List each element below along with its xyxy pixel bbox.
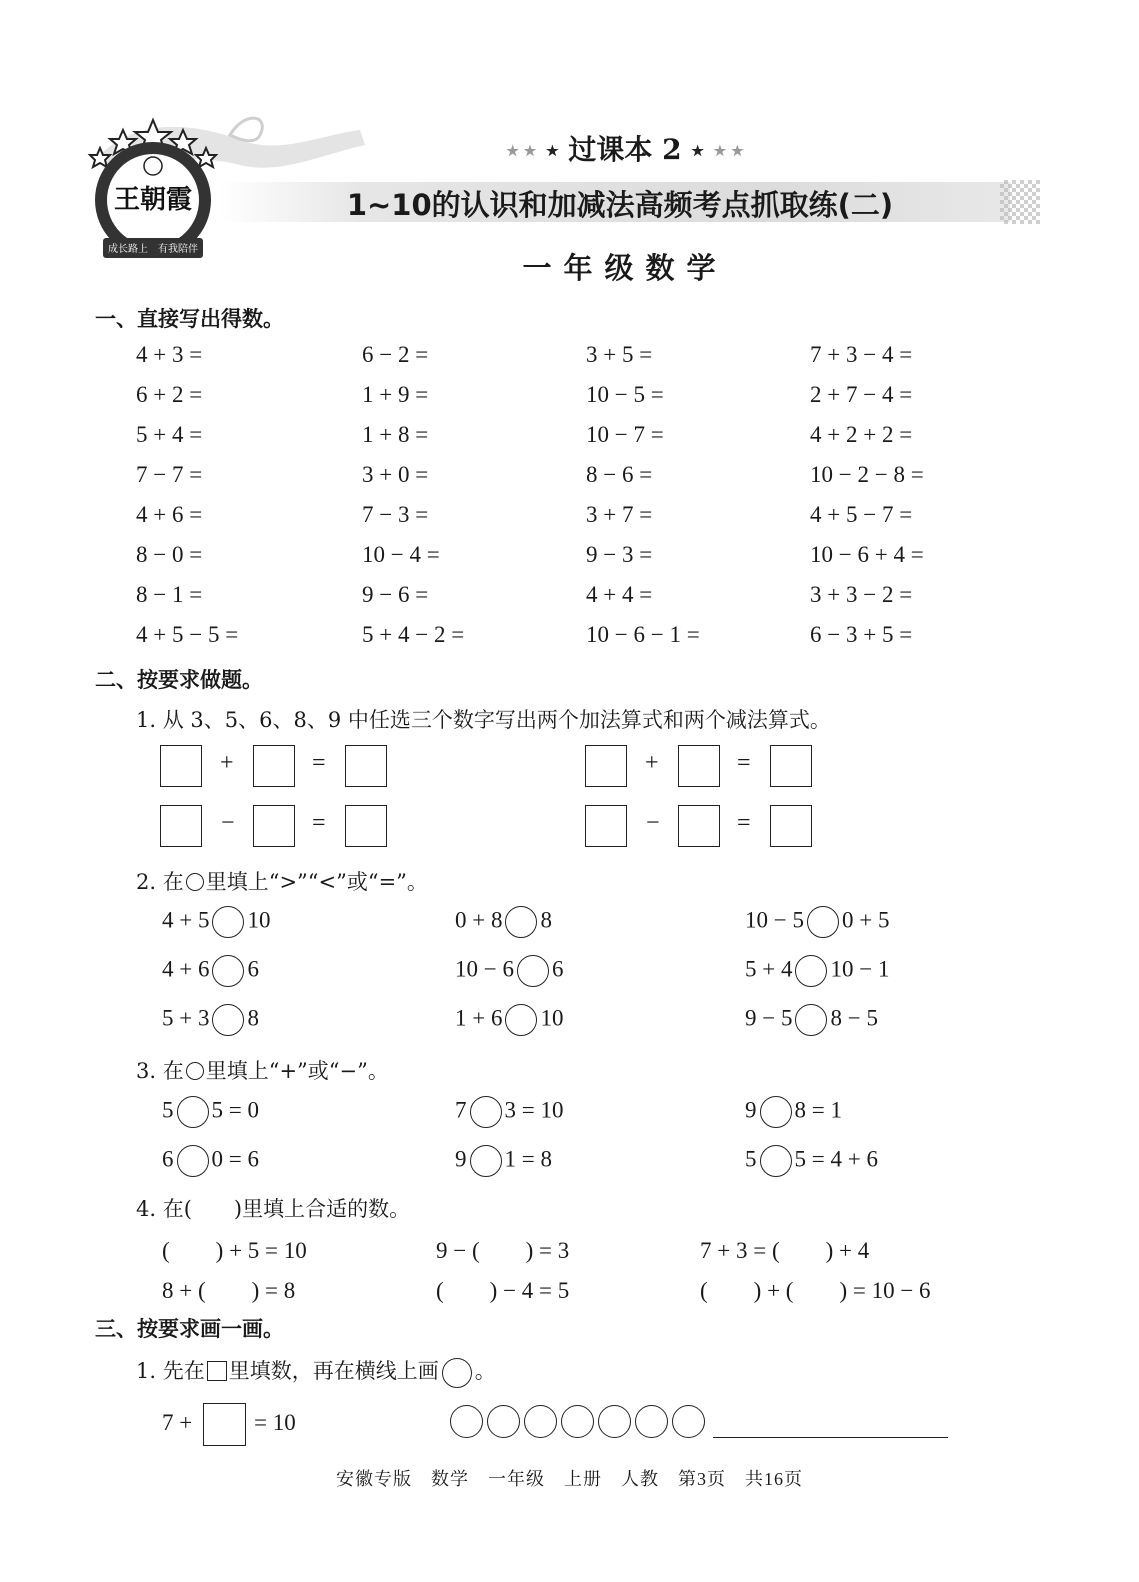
equals-sign: = — [737, 750, 751, 776]
minus-sign: − — [646, 810, 660, 836]
answer-circle[interactable] — [760, 1145, 792, 1177]
s3-q1-before: 1. 先在 — [136, 1359, 205, 1383]
equation: 5 + 4 = — [136, 422, 203, 447]
equation: 10 − 7 = — [586, 422, 664, 447]
equation: 10 − 4 = — [362, 542, 440, 567]
answer-box[interactable] — [770, 745, 812, 787]
compare-left: 1 + 6 — [455, 1005, 503, 1031]
compare-left: 5 + 4 — [745, 956, 793, 982]
equation: 10 − 6 + 4 = — [810, 542, 924, 567]
banner-checker-pattern — [1000, 180, 1040, 224]
s3-q1-after: 。 — [474, 1359, 496, 1383]
operator-right: 0 = 6 — [211, 1146, 259, 1172]
compare-right: 10 — [247, 907, 271, 933]
compare-left: 9 − 5 — [745, 1005, 793, 1031]
answer-circle[interactable] — [470, 1096, 502, 1128]
drawn-circle — [598, 1405, 631, 1438]
decor-stars-left: ★ ★ — [506, 143, 537, 160]
section3-title: 三、按要求画一画。 — [95, 1317, 284, 1341]
equation: 9 − 6 = — [362, 582, 429, 607]
compare-right: 10 − 1 — [830, 956, 890, 982]
equation: 8 − 6 = — [586, 462, 653, 487]
answer-circle[interactable] — [177, 1145, 209, 1177]
svg-text:成长路上: 成长路上 — [108, 244, 148, 255]
answer-circle[interactable] — [807, 906, 839, 938]
equation: 10 − 5 = — [586, 382, 664, 407]
operator-right: 5 = 4 + 6 — [794, 1146, 878, 1172]
equals-sign: = — [312, 750, 326, 776]
equation: 7 + 3 − 4 = — [810, 342, 913, 367]
drawn-circle — [487, 1405, 520, 1438]
compare-right: 8 — [540, 907, 552, 933]
circle-icon — [186, 873, 204, 891]
equation: 4 + 3 = — [136, 342, 203, 367]
answer-circle[interactable] — [795, 955, 827, 987]
section1-title: 一、直接写出得数。 — [95, 307, 284, 331]
compare-left: 0 + 8 — [455, 907, 503, 933]
q2-text — [136, 866, 428, 896]
circle-icon — [186, 1062, 204, 1080]
equation: 5 + 4 − 2 = — [362, 622, 465, 647]
compare-left: 10 − 6 — [455, 956, 514, 982]
answer-circle[interactable] — [505, 906, 537, 938]
answer-box[interactable] — [253, 745, 295, 787]
circle-row — [450, 1405, 709, 1438]
equation: 6 + 2 = — [136, 382, 203, 407]
compare-right: 6 — [247, 956, 259, 982]
operator-right: 1 = 8 — [504, 1146, 552, 1172]
drawn-circle — [524, 1405, 557, 1438]
operator-item — [162, 1096, 259, 1128]
answer-circle[interactable] — [212, 955, 244, 987]
compare-left: 4 + 6 — [162, 956, 210, 982]
plus-sign: + — [645, 750, 659, 776]
equation: 6 − 3 + 5 = — [810, 622, 913, 647]
fill-in-item[interactable]: 8 + ( ) = 8 — [162, 1278, 296, 1303]
answer-circle[interactable] — [212, 1004, 244, 1036]
compare-right: 6 — [551, 956, 564, 982]
equation: 7 − 7 = — [136, 462, 203, 487]
q2-text-after: 里填上“>”“<”或“=”。 — [205, 870, 428, 894]
equals-sign: = — [312, 810, 326, 836]
q3-text-before: 3. 在 — [136, 1059, 184, 1083]
s3-q1-text — [136, 1355, 496, 1388]
operator-left: 5 — [162, 1097, 174, 1123]
equation: 4 + 5 − 7 = — [810, 502, 913, 527]
operator-item — [455, 1096, 563, 1128]
fill-in-item[interactable]: 7 + 3 = ( ) + 4 — [700, 1238, 870, 1263]
answer-circle[interactable] — [505, 1004, 537, 1036]
fill-in-item[interactable]: ( ) + 5 = 10 — [162, 1238, 307, 1263]
answer-circle[interactable] — [212, 906, 244, 938]
answer-circle[interactable] — [470, 1145, 502, 1177]
answer-box[interactable] — [585, 745, 627, 787]
q3-text — [136, 1055, 389, 1085]
answer-box[interactable] — [160, 805, 202, 847]
compare-item — [455, 906, 552, 938]
answer-circle[interactable] — [760, 1096, 792, 1128]
answer-box[interactable] — [253, 805, 295, 847]
compare-right: 8 − 5 — [830, 1005, 878, 1031]
minus-sign: − — [221, 810, 235, 836]
s3-eq-right: = 10 — [254, 1410, 296, 1435]
answer-box[interactable] — [203, 1403, 246, 1446]
equation: 4 + 5 − 5 = — [136, 622, 239, 647]
operator-right: 5 = 0 — [211, 1097, 259, 1123]
compare-item — [745, 906, 889, 938]
subject-title: 一年级数学 — [522, 251, 728, 285]
answer-box[interactable] — [345, 745, 387, 787]
drawn-circle — [672, 1405, 705, 1438]
operator-left: 7 — [455, 1097, 467, 1123]
equation: 3 + 7 = — [586, 502, 653, 527]
operator-right: 3 = 10 — [504, 1097, 564, 1123]
compare-item — [162, 906, 270, 938]
answer-circle[interactable] — [177, 1096, 209, 1128]
publisher-logo — [78, 100, 228, 270]
fill-in-item[interactable]: ( ) − 4 = 5 — [436, 1278, 570, 1303]
compare-item — [745, 1004, 878, 1036]
q3-text-after: 里填上“+”或“−”。 — [205, 1059, 389, 1083]
equation: 4 + 4 = — [586, 582, 653, 607]
compare-item — [162, 1004, 259, 1036]
equation: 3 + 3 − 2 = — [810, 582, 913, 607]
equation: 1 + 8 = — [362, 422, 429, 447]
equation: 10 − 6 − 1 = — [586, 622, 700, 647]
operator-left: 6 — [162, 1146, 174, 1172]
compare-left: 5 + 3 — [162, 1005, 210, 1031]
fill-in-item[interactable]: ( ) + ( ) = 10 − 6 — [700, 1278, 931, 1303]
drawing-line[interactable] — [713, 1437, 948, 1438]
equation: 8 − 1 = — [136, 582, 203, 607]
answer-box[interactable] — [160, 745, 202, 787]
answer-box[interactable] — [770, 805, 812, 847]
equation: 10 − 2 − 8 = — [810, 462, 924, 487]
plus-sign: + — [220, 750, 234, 776]
compare-item — [455, 1004, 563, 1036]
circle-icon — [442, 1358, 472, 1388]
operator-right: 8 = 1 — [794, 1097, 842, 1123]
equation: 3 + 0 = — [362, 462, 429, 487]
main-title: 1~10的认识和加减法高频考点抓取练(二) — [346, 188, 894, 222]
compare-right: 0 + 5 — [841, 907, 890, 933]
operator-left: 5 — [745, 1146, 757, 1172]
equation: 4 + 2 + 2 = — [810, 422, 913, 447]
page-footer: 安徽专版 数学 一年级 上册 人教 第3页 共16页 — [336, 1469, 803, 1489]
compare-item — [455, 955, 563, 987]
s3-eq-left: 7 + — [162, 1410, 193, 1435]
compare-right: 10 — [540, 1005, 564, 1031]
operator-left: 9 — [455, 1146, 467, 1172]
equation: 3 + 5 = — [586, 342, 653, 367]
equation: 2 + 7 − 4 = — [810, 382, 913, 407]
drawn-circle — [635, 1405, 668, 1438]
drawn-circle — [561, 1405, 594, 1438]
decor-star-right: ★ — [691, 143, 704, 160]
equation: 4 + 6 = — [136, 502, 203, 527]
compare-item — [162, 955, 259, 987]
answer-box[interactable] — [678, 745, 720, 787]
equation: 9 − 3 = — [586, 542, 653, 567]
answer-box[interactable] — [345, 805, 387, 847]
s3-q1-mid: 里填数，再在横线上画 — [228, 1359, 439, 1383]
operator-item — [745, 1145, 878, 1177]
equation: 8 − 0 = — [136, 542, 203, 567]
operator-item — [455, 1145, 552, 1177]
answer-box[interactable] — [585, 805, 627, 847]
answer-circle[interactable] — [795, 1004, 827, 1036]
compare-left: 4 + 5 — [162, 907, 210, 933]
compare-item — [745, 955, 889, 987]
svg-text:王朝霞: 王朝霞 — [113, 185, 193, 215]
equation: 6 − 2 = — [362, 342, 429, 367]
section2-title: 二、按要求做题。 — [95, 668, 263, 692]
compare-left: 10 − 5 — [745, 907, 804, 933]
fill-in-item[interactable]: 9 − ( ) = 3 — [436, 1238, 570, 1263]
q1-text: 1. 从 3、5、6、8、9 中任选三个数字写出两个加法算式和两个减法算式。 — [136, 708, 831, 732]
decor-star-left: ★ — [546, 143, 559, 160]
equation: 7 − 3 = — [362, 502, 429, 527]
equals-sign: = — [737, 810, 751, 836]
square-icon — [207, 1361, 227, 1381]
q4-text: 4. 在( )里填上合适的数。 — [136, 1197, 411, 1221]
series-label — [490, 128, 760, 168]
answer-circle[interactable] — [517, 955, 549, 987]
compare-right: 8 — [247, 1005, 259, 1031]
q2-text-before: 2. 在 — [136, 870, 184, 894]
answer-box[interactable] — [678, 805, 720, 847]
operator-item — [162, 1145, 259, 1177]
series-text: 过课本 2 — [568, 133, 682, 166]
svg-text:有我陪伴: 有我陪伴 — [158, 244, 198, 255]
equation: 1 + 9 = — [362, 382, 429, 407]
drawn-circle — [450, 1405, 483, 1438]
operator-item — [745, 1096, 842, 1128]
decor-stars-right: ★ ★ — [713, 143, 744, 160]
operator-left: 9 — [745, 1097, 757, 1123]
